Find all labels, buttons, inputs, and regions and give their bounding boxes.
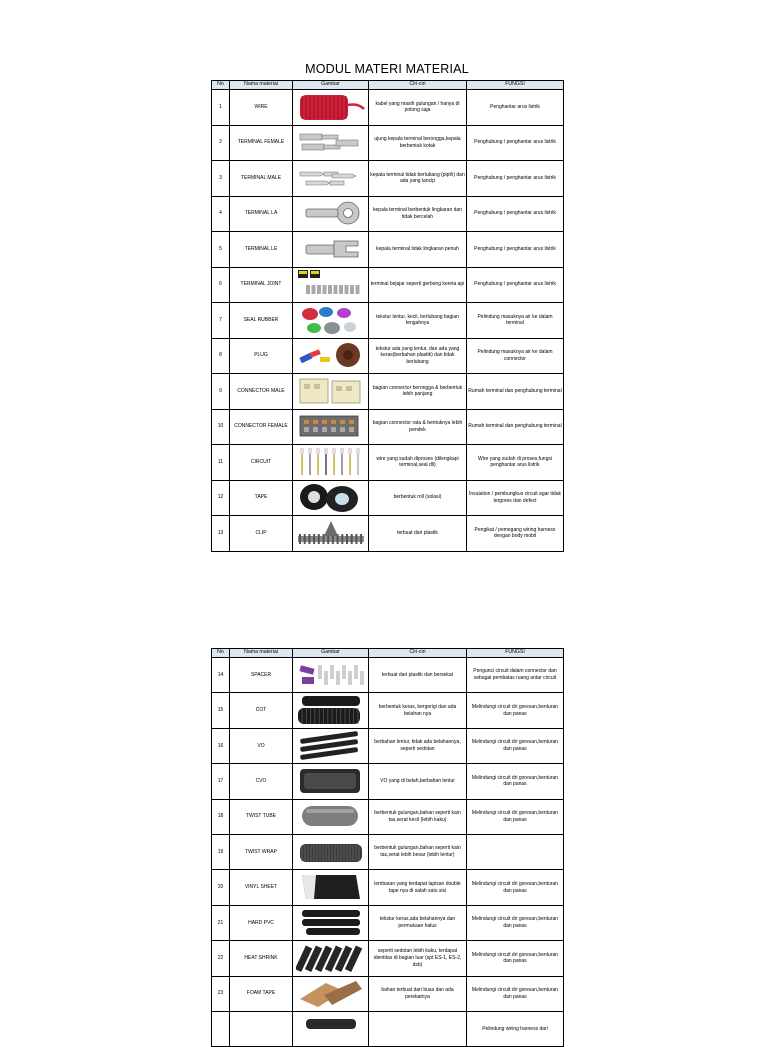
material-image-cell [293,267,369,303]
material-name: VINYL SHEET [230,870,293,905]
material-image-cell [293,799,369,834]
material-function: Penghubung / penghantar arus listrik [467,267,564,303]
material-image-cell [293,870,369,905]
terminal-male-image [296,162,366,195]
table-row [212,693,564,728]
material-image-cell [293,516,369,552]
table-row [212,90,564,126]
material-name: TAPE [230,480,293,516]
material-name: PLUG [230,338,293,374]
material-image-cell [293,303,369,339]
table-row [212,125,564,161]
joint-terminal-image [296,268,366,301]
row-number: 23 [212,976,230,1011]
material-traits: wire yang sudah diproses (dilengkapi terminal,seal dll) [369,445,467,481]
table-row [212,374,564,410]
row-number: 15 [212,693,230,728]
material-function: Melindungi circuit dri goresan,benturan dan panas [467,941,564,976]
row-number: 2 [212,125,230,161]
material-image-cell [293,658,369,693]
corrugated-tube-image [296,694,366,727]
material-name: CONNECTOR FEMALE [230,409,293,445]
table-row [212,338,564,374]
material-function: Pelindung masuknya air ke dalam connector [467,338,564,374]
material-image-cell [293,161,369,197]
table-row [212,905,564,940]
material-traits: terminal bejajar seperti gerbong kereta api [369,267,467,303]
material-function: Melindungi circuit dri goresan,benturan dan panas [467,799,564,834]
row-number: 9 [212,374,230,410]
row-number: 1 [212,90,230,126]
material-function: Melindungi circuit dri goresan,benturan dan panas [467,976,564,1011]
material-name: WIRE [230,90,293,126]
material-function: Penghantar arus listrik [467,90,564,126]
tape-roll-image [296,481,366,514]
vinyl-sheet-image [296,871,366,904]
material-image-cell [293,232,369,268]
material-table-2 [211,648,564,1047]
material-traits: seperti sedotan lebih kaku, terdapat identitas di bagian luar (spt ES-1, ES-2, dsb) [369,941,467,976]
material-function: Melindungi circuit dri goresan,benturan dan panas [467,870,564,905]
material-function: Rumah terminal dan penghubung terminal [467,374,564,410]
material-traits: VO yang di belah,berbahan lentur [369,764,467,799]
connector-male-image [296,375,366,408]
header-image: Gambar [293,649,369,658]
hard-pvc-image [296,906,366,939]
material-image-cell [293,764,369,799]
material-function: Pelindung masuknya air ke dalam terminal [467,303,564,339]
material-function: Penghubung / penghantar arus listrik [467,232,564,268]
table-header-row [212,81,564,90]
header-image: Gambar [293,81,369,90]
material-traits: berbentuk keras, bergerigi dan ada belahan nya [369,693,467,728]
seal-rubber-image [296,304,366,337]
table-row [212,870,564,905]
table-row [212,976,564,1011]
row-number: 3 [212,161,230,197]
table-row [212,516,564,552]
connector-female-image [296,410,366,443]
twist-wrap-image [296,836,366,869]
material-traits: berbentuk gulungan,bahan seperti kain tas,serat kecil (lebih kaku) [369,799,467,834]
material-traits: kabel yang masih gulungan / hanya di potong saja [369,90,467,126]
header-no: No [212,649,230,658]
material-name: TERMINAL LA [230,196,293,232]
header-name: Nama material [230,649,293,658]
row-number: 18 [212,799,230,834]
material-traits: kepala terminal berbentuk lingkaran dan tidak bercelah [369,196,467,232]
table-row [212,161,564,197]
material-function: Melindungi circuit dri goresan,benturan dan panas [467,764,564,799]
material-image-cell [293,834,369,869]
material-image-cell [293,976,369,1011]
row-number: 19 [212,834,230,869]
material-function: Insulation / pembungkus circuit agar tidak tergores dan defect [467,480,564,516]
row-number: 17 [212,764,230,799]
material-traits: lembaran yang terdapat lapisan double tape nya di salah satu sisi [369,870,467,905]
row-number: 16 [212,728,230,763]
material-name: COT [230,693,293,728]
material-function: Pengikat / pemegang wiring harness dengan body mobil [467,516,564,552]
material-traits: bahan terbuat dari busa dan ada perekatnya [369,976,467,1011]
material-function: Penghubung / penghantar arus listrik [467,125,564,161]
header-traits: Ciri-ciri [369,649,467,658]
foam-tape-image [296,977,366,1010]
plug-image [296,339,366,372]
document-title: MODUL MATERI MATERIAL [305,62,469,76]
material-function: Wire yang sudah di proses,fungsi penghantar arus listrik [467,445,564,481]
material-image-cell [293,728,369,763]
material-function: Pelindung wiring harness dari [467,1011,564,1046]
row-number: 8 [212,338,230,374]
material-function: Pengunci circuit dalam connector dan sebagai pembatas ruang antar circuit [467,658,564,693]
header-function: FUNGSI [467,649,564,658]
row-number: 14 [212,658,230,693]
partial-row-image [296,1013,366,1046]
vo-tube-image [296,729,366,762]
material-image-cell [293,125,369,161]
material-function: Melindungi circuit dri goresan,benturan dan panas [467,693,564,728]
material-image-cell [293,693,369,728]
material-image-cell [293,445,369,481]
material-name: SEAL RUBBER [230,303,293,339]
header-name: Nama material [230,81,293,90]
material-name: HARD PVC [230,905,293,940]
material-name: SPACER [230,658,293,693]
material-traits: bagian connector berongga & berbentuk lebih panjang [369,374,467,410]
row-number: 12 [212,480,230,516]
material-image-cell [293,374,369,410]
row-number: 22 [212,941,230,976]
table-row [212,728,564,763]
material-traits: berbentuk roll (solasi) [369,480,467,516]
material-image-cell [293,90,369,126]
material-name: TERMINAL MALE [230,161,293,197]
material-traits: tekstur lentur, kecil, berlubang bagian tengahnya [369,303,467,339]
twist-tube-image [296,800,366,833]
material-function: Rumah terminal dan penghubung terminal [467,409,564,445]
table-row [212,445,564,481]
table-row [212,480,564,516]
material-name: HEAT SHRINK [230,941,293,976]
table-row [212,764,564,799]
material-traits [369,1011,467,1046]
material-traits: terbuat dari plastik [369,516,467,552]
material-function [467,834,564,869]
material-traits: tekstur keras,ada belahannya dan permukaan halus [369,905,467,940]
material-name: TWIST WRAP [230,834,293,869]
table-row [212,658,564,693]
row-number: 6 [212,267,230,303]
material-name: TERMINAL JOINT [230,267,293,303]
row-number: 21 [212,905,230,940]
fork-terminal-image [296,233,366,266]
material-image-cell [293,905,369,940]
wire-coil-image [296,91,366,124]
material-image-cell [293,338,369,374]
row-number: 10 [212,409,230,445]
header-traits: Ciri-ciri [369,81,467,90]
material-function: Penghubung / penghantar arus listrik [467,196,564,232]
terminal-female-image [296,126,366,159]
table-row [212,267,564,303]
row-number: 11 [212,445,230,481]
circuit-wires-image [296,446,366,479]
material-name: FOAM TAPE [230,976,293,1011]
header-no: No [212,81,230,90]
material-traits: kepala terminal tidak lingkaran penuh [369,232,467,268]
material-image-cell [293,196,369,232]
table-row [212,834,564,869]
material-traits: tekstur ada yang lentur, dan ada yang keras(berbahan plastik) dan tidak berlubang [369,338,467,374]
table-row [212,799,564,834]
table-row [212,941,564,976]
table-row [212,303,564,339]
material-name: CLIP [230,516,293,552]
row-number: 7 [212,303,230,339]
material-name: VO [230,728,293,763]
material-name: CVO [230,764,293,799]
material-table-1 [211,80,564,552]
material-function: Melindungi circuit dri goresan,benturan dan panas [467,728,564,763]
material-traits: berbentuk gulungan,bahan seperti kain tas,serat lebih besar (lebih lentur) [369,834,467,869]
row-number: 13 [212,516,230,552]
material-image-cell [293,941,369,976]
material-image-cell [293,480,369,516]
material-function: Penghubung / penghantar arus listrik [467,161,564,197]
clip-image [296,517,366,550]
row-number [212,1011,230,1046]
material-name: TWIST TUBE [230,799,293,834]
material-name: TERMINAL FEMALE [230,125,293,161]
material-name: TERMINAL LE [230,232,293,268]
material-name: CONNECTOR MALE [230,374,293,410]
material-traits: terbuat dari plastik dan bersekat [369,658,467,693]
material-traits: ujung kepala terminal berongga,kepala berbentuk kotak [369,125,467,161]
material-traits: kepala terminal tidak berlubang (pipih) dan ada yang lancip [369,161,467,197]
table-row [212,1011,564,1046]
row-number: 4 [212,196,230,232]
row-number: 20 [212,870,230,905]
table-row [212,196,564,232]
table-header-row [212,649,564,658]
material-traits: bagian connector rata & bentuknya lebih pendek [369,409,467,445]
heat-shrink-image [296,942,366,975]
table-row [212,409,564,445]
spacer-image [296,659,366,692]
material-traits: berbahan lentur, tidak ada belahannya, seperti sedotan [369,728,467,763]
material-name: CIRCUIT [230,445,293,481]
material-function: Melindungi circuit dri goresan,benturan dan panas [467,905,564,940]
header-function: FUNGSI [467,81,564,90]
table-row [212,232,564,268]
ring-terminal-image [296,197,366,230]
material-name [230,1011,293,1046]
material-image-cell [293,1011,369,1046]
material-image-cell [293,409,369,445]
cvo-tube-image [296,765,366,798]
row-number: 5 [212,232,230,268]
